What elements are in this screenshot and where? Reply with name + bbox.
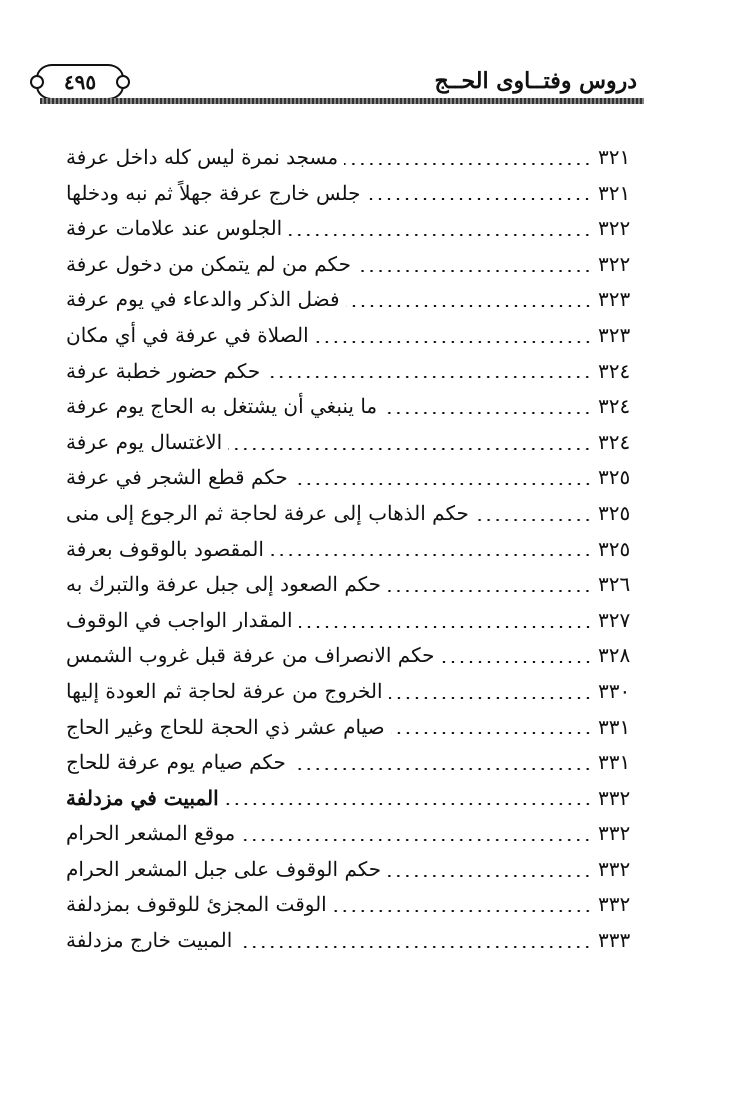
dot-leader <box>225 803 592 805</box>
toc-entry-page: ٣٢٥ <box>598 465 631 490</box>
dot-leader <box>294 483 592 485</box>
toc-entry <box>66 781 650 817</box>
toc-entry-page: ٣٢١ <box>598 180 631 205</box>
header-rule <box>40 98 644 104</box>
toc-entry <box>66 389 650 425</box>
toc-entry <box>66 176 650 212</box>
toc-entry-title: المبيت في مزدلفة <box>66 785 219 810</box>
dot-leader <box>333 910 592 912</box>
toc-entry-page: ٣٢٧ <box>598 607 631 632</box>
toc-entry-page: ٣٢١ <box>598 145 631 169</box>
dot-leader <box>366 198 592 200</box>
dot-leader <box>228 448 592 450</box>
toc-entry <box>66 816 650 852</box>
toc-entry-title: حكم الذهاب إلى عرفة لحاجة ثم الرجوع إلى منى <box>66 500 469 525</box>
toc-entry <box>66 532 650 568</box>
dot-leader <box>387 875 592 877</box>
toc-entry-page: ٣٣٢ <box>598 821 631 846</box>
dot-leader <box>391 732 592 734</box>
toc-entry <box>66 710 650 746</box>
toc-entry-title: صيام عشر ذي الحجة للحاج وغير الحاج <box>66 714 385 739</box>
toc-entry-page: ٣٢٣ <box>598 287 631 312</box>
toc-entry-title: موقع المشعر الحرام <box>66 821 236 846</box>
toc-entry <box>66 247 650 283</box>
toc-entry-title: حكم الانصراف من عرفة قبل غروب الشمس <box>66 643 435 668</box>
toc-entry-page: ٣٣٢ <box>598 785 631 810</box>
table-of-contents <box>66 140 650 959</box>
page-number-badge: ٤٩٥ <box>36 64 124 100</box>
toc-entry-title: المقدار الواجب في الوقوف <box>66 607 293 632</box>
dot-leader <box>389 697 592 699</box>
toc-entry <box>66 460 650 496</box>
toc-entry-title: حكم قطع الشجر في عرفة <box>66 465 288 490</box>
toc-entry-page: ٣٢٨ <box>598 643 631 668</box>
toc-entry <box>66 745 650 781</box>
toc-entry-page: ٣٢٢ <box>598 216 631 241</box>
dot-leader <box>387 590 592 592</box>
toc-entry <box>66 603 650 639</box>
toc-entry <box>66 567 650 603</box>
dot-leader <box>266 376 592 378</box>
toc-entry-page: ٣٢٥ <box>598 536 631 561</box>
toc-entry-title: الخروج من عرفة لحاجة ثم العودة إليها <box>66 678 383 703</box>
toc-entry-title: مسجد نمرة ليس كله داخل عرفة <box>66 145 339 169</box>
toc-entry-page: ٣٣٠ <box>598 678 631 703</box>
toc-entry-page: ٣٢٣ <box>598 322 631 347</box>
dot-leader <box>270 554 592 556</box>
toc-entry-title: فضل الذكر والدعاء في يوم عرفة <box>66 287 340 312</box>
toc-entry-title: حكم الصعود إلى جبل عرفة والتبرك به <box>66 572 382 597</box>
book-title: دروس وفتــاوى الحــج <box>434 68 637 94</box>
toc-entry-title: المبيت خارج مزدلفة <box>66 928 233 953</box>
toc-entry <box>66 852 650 888</box>
toc-entry <box>66 496 650 532</box>
dot-leader <box>441 661 592 663</box>
toc-entry <box>66 211 650 247</box>
toc-entry-page: ٣٢٤ <box>598 358 631 383</box>
toc-entry-page: ٣٣١ <box>598 750 631 775</box>
toc-entry-page: ٣٢٦ <box>598 572 631 597</box>
dot-leader <box>383 412 592 414</box>
toc-entry <box>66 282 650 318</box>
dot-leader <box>238 946 592 948</box>
toc-entry-title: حكم الوقوف على جبل المشعر الحرام <box>66 856 382 881</box>
toc-entry-page: ٣٣٢ <box>598 892 631 917</box>
toc-entry-title: ما ينبغي أن يشتغل به الحاج يوم عرفة <box>66 394 378 419</box>
toc-entry-page: ٣٣٣ <box>598 928 631 953</box>
dot-leader <box>357 270 592 272</box>
toc-entry <box>66 638 650 674</box>
toc-entry-title: حكم حضور خطبة عرفة <box>66 358 261 383</box>
toc-entry-title: الصلاة في عرفة في أي مكان <box>66 322 309 347</box>
dot-leader <box>346 305 592 307</box>
dot-leader <box>315 341 592 343</box>
toc-entry-page: ٣٢٢ <box>598 251 631 276</box>
dot-leader <box>344 163 592 165</box>
toc-entry <box>66 140 650 176</box>
toc-entry-page: ٣٣١ <box>598 714 631 739</box>
toc-entry-title: الاغتسال يوم عرفة <box>66 429 223 454</box>
toc-entry-title: الجلوس عند علامات عرفة <box>66 216 283 241</box>
dot-leader <box>288 234 592 236</box>
toc-entry <box>66 923 650 959</box>
toc-entry-title: الوقت المجزئ للوقوف بمزدلفة <box>66 892 327 917</box>
dot-leader <box>241 839 592 841</box>
toc-entry-title: حكم من لم يتمكن من دخول عرفة <box>66 251 351 276</box>
toc-entry-page: ٣٣٢ <box>598 856 631 881</box>
dot-leader <box>299 626 593 628</box>
toc-entry-page: ٣٢٤ <box>598 429 631 454</box>
toc-entry-title: جلس خارج عرفة جهلاً ثم نبه ودخلها <box>66 180 361 205</box>
toc-entry-title: حكم صيام يوم عرفة للحاج <box>66 750 286 775</box>
toc-entry-title: المقصود بالوقوف بعرفة <box>66 536 264 561</box>
page-header <box>0 0 732 110</box>
dot-leader <box>292 768 592 770</box>
toc-entry-page: ٣٢٤ <box>598 394 631 419</box>
toc-entry <box>66 354 650 390</box>
toc-entry-page: ٣٢٥ <box>598 500 631 525</box>
toc-entry <box>66 674 650 710</box>
toc-entry <box>66 318 650 354</box>
dot-leader <box>475 519 592 521</box>
toc-entry <box>66 887 650 923</box>
toc-entry <box>66 425 650 461</box>
